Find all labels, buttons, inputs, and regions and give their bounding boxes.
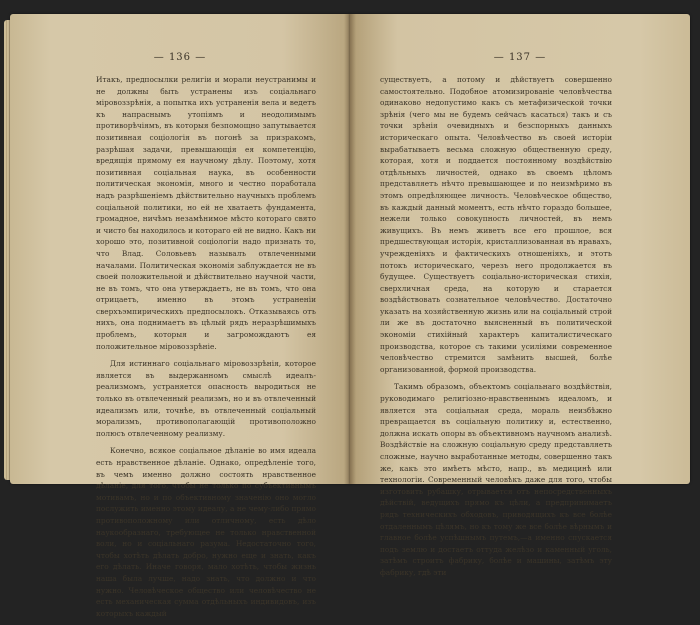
right-page-text (380, 74, 612, 585)
left-page-text (96, 74, 316, 625)
right-page (350, 14, 690, 577)
left-page (10, 14, 350, 618)
paragraph: Конечно, всякое соціальное дѣланіе во имя идеала есть нравственное дѣланіе. Однако, опредѣленіе того, въ чемъ именно должно состоять нравственное дѣланіе, для того, чтобы не только по субъективнымъ мотивамъ, но и по объективному значенію оно могло послужить именно этому идеалу, а не чему-либо прямо противоположному или отличному, есть дѣло наукообразнаго, требующее не только нравственной воли, но и соціальнаго разума. Недостаточно того, чтобы хотѣть дѣлать добро, нужно еще и знать, какъ его дѣлать. Иначе говоря, мало хотѣть, чтобы жизнь наша была лучше, надо знать, что должно и что нужно. Человѣческое общество или человѣчество не есть механическая сумма отдѣльныхъ индивидовъ, изъ которыхъ каждый (96, 446, 316, 618)
right-page-number: — 137 — (493, 52, 547, 63)
book-gutter (344, 14, 356, 484)
paragraph: Для истиннаго соціальнаго міровоззрѣнія, которое является въ выдержанномъ смыслѣ идеалъ-реализмомъ, устраняется опасность выродиться не только въ отвлеченный реализмъ, но и въ отвлеченный идеализмъ или, точнѣе, въ отвлеченный соціальный морализмъ, противополагающій противоположно полюсъ отвлеченному реализму. (96, 359, 316, 438)
paragraph: Такимъ образомъ, объектомъ соціальнаго воздѣйствія, руководимаго религіозно-нравственнымъ идеаломъ, и является эта соціальная среда, мораль неизбѣжно превращается въ соціальную политику и, естественно, должна искать опоры въ объективномъ научномъ анализѣ. Воздѣйствіе на сложную соціальную среду представляетъ сложные, научно выработанные методы, совершенно такъ же, какъ это имѣетъ мѣсто, напр., въ медицинѣ или технологіи. Современный человѣкъ даже для того, чтобы изготовить рубашку, отрывается отъ непосредственныхъ дѣйствій, ведущихъ прямо къ цѣли, а предпринимаетъ рядъ техническихъ обходовъ, приводящихъ къ все болѣе отдаленнымъ цѣлямъ, но къ тому же все болѣе вѣрнымъ и главное болѣе успѣшнымъ путемъ,—а именно спускается подъ землю и достаетъ оттуда желѣзо и каменный уголь, затѣмъ строитъ фабрику, болѣе и машины, затѣмъ эту фабрику, гдѣ эти (380, 382, 612, 577)
paragraph: Итакъ, предпосылки религіи и морали неустранимы и не должны быть устранены изъ соціальнаго міровоззрѣнія, а попытка ихъ устраненія вела и ведетъ къ напраснымъ утопіямъ и неодолимымъ противорѣчіямъ, въ которыя безпомощно запутывается позитивная соціологія въ погонѣ за призракомъ, разрѣшая задачи, превышающія ея компетенцію, вредящія прямому ея научному дѣлу. Поэтому, хотя позитивная соціальная наука, въ особенности политическая экономія, много и честно поработала надъ разрѣшеніемъ дѣйствительно научныхъ проблемъ соціальной политики, но ей не хватаетъ фундамента, громадное, ничѣмъ незамѣнимое мѣсто котораго свято и чисто бы находилось и котораго ей не видно. Какъ ни хорошо это, позитивной соціологіи надо признать то, что Влад. Соловьевъ называлъ отвлеченными началами. Политическая экономія заблуждается не въ своей положительной и дѣйствительно научной части, не въ томъ, что она утверждаетъ, не въ томъ, что она отрицаетъ, именно въ этомъ устраненіи сверхъэмпирическихъ предпосылокъ. Отказываясь отъ нихъ, она поднимаетъ въ цѣлый рядъ неразрѣшимыхъ проблемъ, которыя и загромождаютъ ея положительное міровоззрѣніе. (96, 75, 316, 351)
paragraph: существуетъ, а потому и дѣйствуетъ совершенно самостоятельно. Подобное атомизированіе человѣчества одинаково недопустимо какъ съ метафизической точки зрѣнія (чего мы не будемъ сейчасъ касаться) такъ и съ точки зрѣнія очевидныхъ и безспорныхъ данныхъ историческаго опыта. Человѣчество въ своей исторіи вырабатываетъ весьма сложную общественную среду, которая, хотя и поддается постоянному воздѣйствію отдѣльныхъ личностей, однако въ своемъ цѣломъ представляетъ нѣчто превышающее и по неизмѣримо въ этомъ опредѣляющее личность. Человѣческое общество, въ каждый данный моментъ, есть нѣчто гораздо большее, нежели только совокупность личностей, въ немъ живущихъ. Въ немъ живетъ все его прошлое, вся предшествующая исторія, кристаллизованная въ нравахъ, учрежденіяхъ и фактическихъ отношеніяхъ, и этотъ потокъ историческаго, черезъ него продолжается въ будущее. Существуетъ соціально-историческая стихія, сверхличная среда, на которую и старается воздѣйствовать сознательное человѣчество. Достаточно указать на хозяйственную жизнь или на соціальный строй ли же въ достаточно выясненный въ политической экономіи стихійный характеръ капиталистическаго производства, которое съ такими усиліями современное человѣчество стремится замѣнить высшей, болѣе организованной, формой производства. (380, 75, 612, 374)
left-page-number: — 136 — (153, 52, 207, 63)
